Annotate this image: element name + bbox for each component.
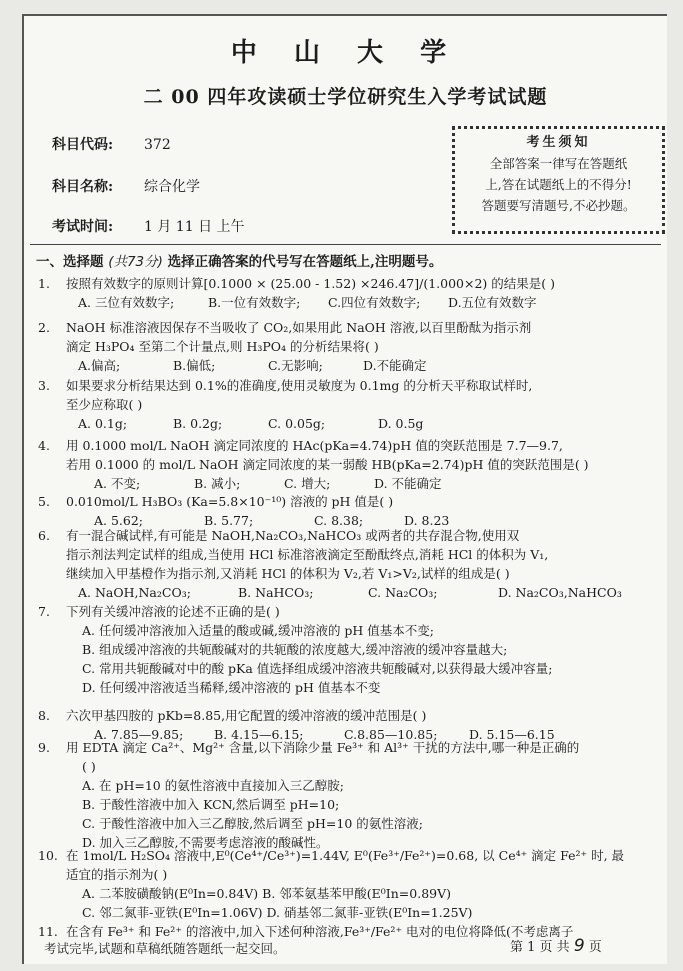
notice-heading: 考生须知 bbox=[526, 135, 591, 150]
notice-line: 全部答案一律写在答题纸 bbox=[489, 156, 628, 171]
option-b: B. 5.77; bbox=[204, 513, 254, 528]
question-item bbox=[24, 738, 665, 852]
option-c: C.四位有效数字; bbox=[328, 295, 421, 310]
option-c: C. 8.38; bbox=[314, 513, 364, 528]
question-text: 按照有效数字的原则计算[0.1000 × (25.00 - 1.52) ×246.47]/(1.000×2) 的结果是( ) bbox=[66, 276, 556, 291]
option-b: B. NaHCO₃; bbox=[238, 585, 314, 600]
section-divider bbox=[30, 244, 661, 245]
subject-name-label: 科目名称: bbox=[52, 179, 114, 195]
subject-code-value: 372 bbox=[144, 137, 171, 153]
option-c: C.8.85—10.85; bbox=[344, 727, 438, 742]
question-line bbox=[24, 757, 665, 776]
option-d: D.五位有效数字 bbox=[448, 295, 537, 310]
question-item bbox=[24, 318, 665, 375]
section-heading bbox=[36, 250, 442, 270]
question-text: A. 在 pH=10 的氨性溶液中直接加入三乙醇胺; bbox=[82, 778, 344, 793]
question-line bbox=[24, 621, 665, 640]
option-d: D. 8.23 bbox=[404, 513, 450, 528]
question-text: C. 常用共轭酸碱对中的酸 pKa 值选择组成缓冲溶液共轭酸碱对,以获得最大缓冲容量; bbox=[82, 661, 553, 676]
question-text: B. 于酸性溶液中加入 KCN,然后调至 pH=10; bbox=[82, 797, 340, 812]
question-line bbox=[24, 865, 665, 884]
question-line bbox=[24, 884, 665, 903]
question-text: 0.010mol/L H₃BO₃ (Ka=5.8×10⁻¹⁰) 溶液的 pH 值是( ) bbox=[66, 494, 394, 509]
page-number-prefix: 第 1 页 共 bbox=[510, 940, 570, 955]
options-row bbox=[24, 414, 665, 433]
exam-title: 二 00 四年攻读硕士学位研究生入学考试试题 bbox=[143, 86, 548, 108]
option-d: D.不能确定 bbox=[363, 358, 427, 373]
option-b: B. 4.15—6.15; bbox=[214, 727, 304, 742]
question-text: 用 0.1000 mol/L NaOH 滴定同浓度的 HAc(pKa=4.74)pH 值的突跃范围是 7.7—9.7, bbox=[66, 438, 563, 453]
notice-line: 上,答在试题纸上的不得分! bbox=[485, 177, 632, 192]
options-row bbox=[24, 293, 665, 312]
option-b: B.偏低; bbox=[173, 358, 216, 373]
question-line bbox=[24, 376, 665, 395]
question-text: A. 二苯胺磺酸钠(E⁰In=0.84V) B. 邻苯氨基苯甲酸(E⁰In=0.89V) bbox=[82, 886, 452, 901]
question-line bbox=[24, 640, 665, 659]
question-number: 1. bbox=[38, 276, 50, 291]
question-item bbox=[24, 274, 665, 312]
question-number: 9. bbox=[38, 740, 50, 755]
handwritten-score-note: (共73分) bbox=[108, 254, 163, 270]
question-line bbox=[24, 337, 665, 356]
option-c: C. Na₂CO₃; bbox=[368, 585, 438, 600]
question-text: NaOH 标准溶液因保存不当吸收了 CO₂,如果用此 NaOH 溶液,以百里酚酞为指示剂 bbox=[66, 320, 532, 335]
question-line bbox=[24, 706, 665, 725]
question-line bbox=[24, 602, 665, 621]
question-line bbox=[24, 738, 665, 757]
question-item bbox=[24, 526, 665, 602]
option-c: C. 增大; bbox=[284, 476, 331, 491]
question-number: 6. bbox=[38, 528, 50, 543]
page-number-suffix: 页 bbox=[588, 940, 602, 955]
question-line bbox=[24, 436, 665, 455]
option-a: A. 5.62; bbox=[94, 513, 144, 528]
question-item bbox=[24, 376, 665, 433]
question-number: 10. bbox=[38, 848, 58, 863]
question-text: 在含有 Fe³⁺ 和 Fe²⁺ 的溶液中,加入下述何种溶液,Fe³⁺/Fe²⁺ 电对的电位将降低(不考虑离子 bbox=[66, 924, 574, 939]
question-text: ( ) bbox=[82, 759, 96, 774]
option-c: C.无影响; bbox=[268, 358, 323, 373]
question-number: 5. bbox=[38, 494, 50, 509]
exam-page bbox=[22, 14, 667, 964]
question-text: D. 加入三乙醇胺,不需要考虑溶液的酸碱性。 bbox=[82, 835, 329, 850]
option-a: A.偏高; bbox=[78, 358, 121, 373]
question-line bbox=[24, 526, 665, 545]
option-d: D. 5.15—6.15 bbox=[469, 727, 555, 742]
exam-time-row bbox=[52, 216, 245, 236]
question-text: 适宜的指示剂为( ) bbox=[66, 867, 168, 882]
question-item bbox=[24, 846, 665, 922]
subject-code-row bbox=[52, 134, 171, 154]
question-line bbox=[24, 678, 665, 697]
question-text: 如果要求分析结果达到 0.1%的准确度,使用灵敏度为 0.1mg 的分析天平称取试样时, bbox=[66, 378, 533, 393]
exam-time-label: 考试时间: bbox=[52, 219, 114, 235]
subject-name-value: 综合化学 bbox=[144, 179, 200, 195]
question-number: 3. bbox=[38, 378, 50, 393]
question-line bbox=[24, 776, 665, 795]
option-d: D. Na₂CO₃,NaHCO₃ bbox=[498, 585, 622, 600]
question-line bbox=[24, 455, 665, 474]
question-text: 在 1mol/L H₂SO₄ 溶液中,E⁰(Ce⁴⁺/Ce³⁺)=1.44V, E⁰(Fe³⁺/Fe²⁺)=0.68, 以 Ce⁴⁺ 滴定 Fe²⁺ 时, 最 bbox=[66, 848, 625, 863]
question-text: B. 组成缓冲溶液的共轭酸碱对的共轭酸的浓度越大,缓冲溶液的缓冲容量越大; bbox=[82, 642, 508, 657]
question-line bbox=[24, 545, 665, 564]
question-item bbox=[24, 492, 665, 530]
question-line bbox=[24, 564, 665, 583]
question-line bbox=[24, 395, 665, 414]
options-row bbox=[24, 583, 665, 602]
page-number bbox=[510, 936, 602, 956]
options-row bbox=[24, 356, 665, 375]
option-a: A. 0.1g; bbox=[78, 416, 128, 431]
question-text: 若用 0.1000 的 mol/L NaOH 滴定同浓度的某一弱酸 HB(pKa=2.74)pH 值的突跃范围是( ) bbox=[66, 457, 589, 472]
question-text: 下列有关缓冲溶液的论述不正确的是( ) bbox=[66, 604, 280, 619]
subject-code-label: 科目代码: bbox=[52, 137, 114, 153]
question-text: 滴定 H₃PO₄ 至第二个计量点,则 H₃PO₄ 的分析结果将( ) bbox=[66, 339, 379, 354]
question-text: D. 任何缓冲溶液适当稀释,缓冲溶液的 pH 值基本不变 bbox=[82, 680, 381, 695]
option-b: B. 0.2g; bbox=[173, 416, 223, 431]
question-text: 六次甲基四胺的 pKb=8.85,用它配置的缓冲溶液的缓冲范围是( ) bbox=[66, 708, 427, 723]
section-instruction: 选择正确答案的代号写在答题纸上,注明题号。 bbox=[167, 254, 443, 270]
question-item bbox=[24, 602, 665, 697]
section-title: 一、选择题 bbox=[36, 254, 104, 270]
question-line bbox=[24, 814, 665, 833]
question-text: A. 任何缓冲溶液加入适量的酸或碱,缓冲溶液的 pH 值基本不变; bbox=[82, 623, 435, 638]
question-text: 继续加入甲基橙作为指示剂,又消耗 HCl 的体积为 V₂,若 V₁>V₂,试样的组成是( ) bbox=[66, 566, 510, 581]
question-text: 至少应称取( ) bbox=[66, 397, 143, 412]
page-total-handwritten: 9 bbox=[573, 936, 585, 956]
subject-name-row bbox=[52, 176, 200, 196]
options-row bbox=[24, 474, 665, 493]
question-number: 8. bbox=[38, 708, 50, 723]
option-d: D. 0.5g bbox=[378, 416, 424, 431]
question-number: 7. bbox=[38, 604, 50, 619]
question-line bbox=[24, 795, 665, 814]
option-c: C. 0.05g; bbox=[268, 416, 326, 431]
option-a: A. 7.85—9.85; bbox=[94, 727, 184, 742]
question-text: 指示剂法判定试样的组成,当使用 HCl 标准溶液滴定至酚酞终点,消耗 HCl 的体积为 V₁, bbox=[66, 547, 549, 562]
question-number: 11. bbox=[38, 924, 58, 939]
question-text: C. 邻二氮菲-亚铁(E⁰In=1.06V) D. 硝基邻二氮菲-亚铁(E⁰In=1.25V) bbox=[82, 905, 473, 920]
question-line bbox=[24, 846, 665, 865]
question-item bbox=[24, 436, 665, 493]
university-name: 中 山 大 学 bbox=[230, 38, 461, 68]
notice-line: 答题要写清题号,不必抄题。 bbox=[481, 198, 636, 213]
option-a: A. 不变; bbox=[94, 476, 141, 491]
option-b: B.一位有效数字; bbox=[208, 295, 301, 310]
question-line bbox=[24, 492, 665, 511]
question-line bbox=[24, 659, 665, 678]
option-d: D. 不能确定 bbox=[374, 476, 442, 491]
question-text: C. 于酸性溶液中加入三乙醇胺,然后调至 pH=10 的氨性溶液; bbox=[82, 816, 423, 831]
option-a: A. NaOH,Na₂CO₃; bbox=[78, 585, 191, 600]
question-text: 有一混合碱试样,有可能是 NaOH,Na₂CO₃,NaHCO₃ 或两者的共存混合物,使用双 bbox=[66, 528, 520, 543]
question-number: 2. bbox=[38, 320, 50, 335]
footer-note: 考试完毕,试题和草稿纸随答题纸一起交回。 bbox=[44, 941, 286, 956]
question-text: 用 EDTA 滴定 Ca²⁺、Mg²⁺ 含量,以下消除少量 Fe³⁺ 和 Al³⁺ 干扰的方法中,哪一种是正确的 bbox=[66, 740, 580, 755]
option-b: B. 减小; bbox=[194, 476, 241, 491]
question-line bbox=[24, 274, 665, 293]
question-line bbox=[24, 903, 665, 922]
candidate-notice-box bbox=[452, 126, 665, 234]
exam-time-value: 1 月 11 日 上午 bbox=[144, 219, 245, 235]
option-a: A. 三位有效数字; bbox=[78, 295, 175, 310]
question-line bbox=[24, 318, 665, 337]
question-number: 4. bbox=[38, 438, 50, 453]
